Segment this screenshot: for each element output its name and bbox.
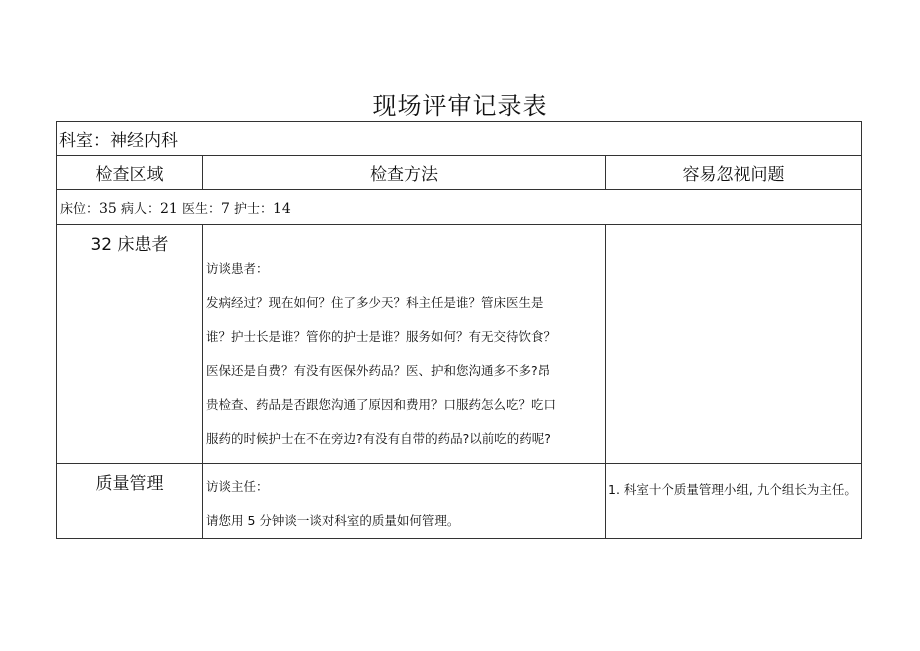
issue-cell	[606, 464, 862, 539]
doctors-label: 医生：	[177, 201, 221, 217]
doctors-value: 7	[220, 200, 230, 217]
area-label: 质量管理	[95, 474, 164, 494]
method-cell	[203, 225, 606, 464]
method-line: 谁？护士长是谁？管你的护士是谁？服务如何？有无交待饮食？	[206, 329, 557, 344]
method-line: 发病经过？现在如何？住了多少天？科主任是谁？管床医生是	[206, 295, 544, 310]
table-row	[57, 464, 862, 539]
nurses-label: 护士：	[229, 201, 274, 217]
method-line: 贵检查、药品是否跟您沟通了原因和费用？口服药怎么吃？吃口	[206, 397, 557, 412]
patients-value: 21	[159, 200, 178, 217]
method-line: 请您用 5 分钟谈一谈对科室的质量如何管理。	[206, 513, 460, 528]
department-label: 科室：神经内科	[57, 122, 862, 156]
table-row	[57, 225, 862, 464]
issue-text	[608, 225, 857, 234]
area-cell	[57, 225, 203, 464]
nurses-value: 14	[273, 200, 291, 217]
review-record-table	[56, 121, 862, 539]
document-title: 现场评审记录表	[372, 92, 548, 120]
patients-label: 病人：	[116, 201, 160, 217]
area-cell	[57, 464, 203, 539]
header-issues: 容易忽视问题	[606, 156, 862, 190]
area-label: 32 床患者	[90, 235, 169, 255]
ward-info	[57, 190, 862, 225]
department-row	[57, 122, 862, 156]
issue-cell	[606, 225, 862, 464]
header-row	[57, 156, 862, 190]
issue-text: 1. 科室十个质量管理小组, 九个组长为主任。	[608, 482, 857, 497]
header-area: 检查区域	[57, 156, 203, 190]
beds-value: 35	[99, 200, 117, 217]
ward-info-row	[57, 190, 862, 225]
method-line: 服药的时候护士在不在旁边?有没有自带的药品?以前吃的药呢?	[206, 431, 551, 446]
header-method: 检查方法	[203, 156, 606, 190]
method-line: 访谈主任：	[206, 479, 269, 494]
method-cell	[203, 464, 606, 539]
method-line: 访谈患者：	[206, 261, 269, 276]
method-line: 医保还是自费？有没有医保外药品？医、护和您沟通多不多?昂	[206, 363, 551, 378]
beds-label: 床位：	[60, 201, 100, 217]
